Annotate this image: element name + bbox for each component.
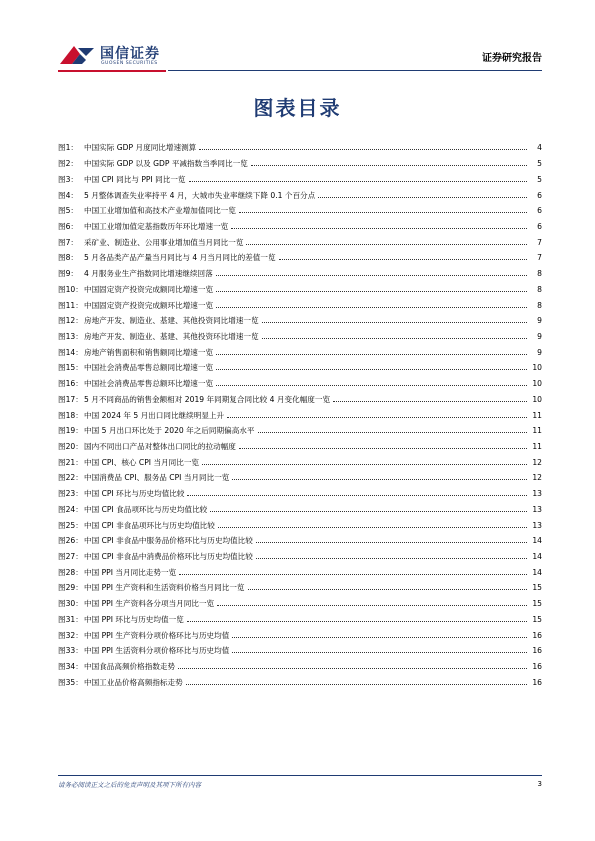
toc-entry-page: 9 xyxy=(537,347,542,357)
toc-entry-page: 11 xyxy=(532,410,542,420)
toc-entry-leader xyxy=(216,307,527,308)
toc-entry-page: 5 xyxy=(537,174,542,184)
header-divider-accent xyxy=(58,70,166,72)
page-number: 3 xyxy=(537,780,542,788)
toc-entry-page: 10 xyxy=(532,394,542,404)
toc-entry-number: 图18： xyxy=(58,410,83,420)
toc-entry-number: 图25： xyxy=(58,520,83,530)
toc-entry-title: 中国 CPI 非食品项环比与历史均值比较 xyxy=(84,520,215,530)
toc-entry-title: 中国 PPI 生产资料各分项当月同比一览 xyxy=(84,599,215,609)
toc-entry-title: 房地产开发、制造业、基建、其他投资环比增速一览 xyxy=(84,331,259,341)
toc-entry-leader xyxy=(216,385,527,386)
toc-entry-page: 7 xyxy=(537,237,542,247)
toc-entry-page: 6 xyxy=(537,206,542,216)
toc-entry-number: 图15： xyxy=(58,363,83,373)
toc-entry-number: 图34： xyxy=(58,662,83,672)
toc-entry-page: 16 xyxy=(532,677,542,687)
toc-entry-leader xyxy=(333,401,527,402)
toc-entry-leader xyxy=(232,479,527,480)
toc-entry-leader xyxy=(262,338,527,339)
toc-entry-number: 图30： xyxy=(58,599,83,609)
toc-entry-leader xyxy=(262,322,527,323)
toc-entry-title: 5 月各品类产品产量当月同比与 4 月当月同比的差值一览 xyxy=(84,253,276,263)
toc-entry-number: 图14： xyxy=(58,347,83,357)
toc-entry-number: 图19： xyxy=(58,426,83,436)
toc-entry[interactable] xyxy=(58,344,542,360)
toc-entry-title: 中国 5 月出口环比处于 2020 年之后同期偏高水平 xyxy=(84,426,255,436)
toc-entry-page: 7 xyxy=(537,253,542,263)
toc-entry-leader xyxy=(279,259,527,260)
toc-entry-number: 图11： xyxy=(58,300,83,310)
toc-entry-number: 图10： xyxy=(58,284,83,294)
toc-entry[interactable] xyxy=(58,392,542,408)
toc-entry-leader xyxy=(187,495,527,496)
toc-entry-title: 中国 PPI 当月同比走势一览 xyxy=(84,567,177,577)
toc-entry-title: 国内不同出口产品对整体出口同比的拉动幅度 xyxy=(84,442,236,452)
toc-entry-number: 图31： xyxy=(58,614,83,624)
toc-entry-title: 中国社会消费品零售总额同比增速一览 xyxy=(84,363,214,373)
report-type-label: 证券研究报告 xyxy=(482,53,542,64)
toc-entry-leader xyxy=(216,291,527,292)
header-divider-line xyxy=(168,70,542,71)
toc-entry[interactable] xyxy=(58,156,542,172)
toc-entry-title: 中国 2024 年 5 月出口同比继续明显上升 xyxy=(84,410,225,420)
toc-entry-page: 13 xyxy=(532,489,542,499)
toc-entry-number: 图7： xyxy=(58,237,79,247)
brand-name-cn: 国信证券 xyxy=(100,46,160,62)
toc-entry-leader xyxy=(210,511,527,512)
toc-entry-leader xyxy=(227,417,527,418)
toc-entry-title: 中国 PPI 环比与历史均值一览 xyxy=(84,614,184,624)
toc-entry[interactable] xyxy=(58,187,542,203)
toc-entry-title: 中国 CPI 同比与 PPI 同比一览 xyxy=(84,174,186,184)
toc-entry-title: 中国 PPI 生产资料和生活资料价格当月同比一览 xyxy=(84,583,245,593)
toc-entry-title: 房地产销售面积和销售额同比增速一览 xyxy=(84,347,214,357)
toc-entry[interactable] xyxy=(58,502,542,518)
header-divider xyxy=(58,70,542,72)
toc-entry-leader xyxy=(258,432,528,433)
toc-entry-number: 图16： xyxy=(58,379,83,389)
toc-entry-title: 中国 CPI 非食品中消费品价格环比与历史均值比较 xyxy=(84,552,253,562)
toc-entry[interactable] xyxy=(58,297,542,313)
toc-entry-title: 中国实际 GDP 以及 GDP 平减指数当季同比一览 xyxy=(84,159,248,169)
toc-entry-number: 图27： xyxy=(58,552,83,562)
toc-entry-leader xyxy=(216,275,527,276)
toc-entry-number: 图29： xyxy=(58,583,83,593)
guosen-logo-icon xyxy=(58,42,96,68)
toc-entry-page: 6 xyxy=(537,221,542,231)
toc-entry-title: 中国实际 GDP 月度同比增速测算 xyxy=(84,143,197,153)
toc-entry-page: 8 xyxy=(537,269,542,279)
toc-entry-number: 图28： xyxy=(58,567,83,577)
toc-entry-title: 中国固定资产投资完成额环比增速一览 xyxy=(84,300,214,310)
toc-entry-title: 中国固定资产投资完成额同比增速一览 xyxy=(84,284,214,294)
toc-entry[interactable] xyxy=(58,517,542,533)
toc-entry-number: 图35： xyxy=(58,677,83,687)
toc-entry-page: 10 xyxy=(532,379,542,389)
toc-entry-leader xyxy=(179,574,527,575)
toc-entry-number: 图3： xyxy=(58,174,79,184)
brand-name-en: GUOSEN SECURITIES xyxy=(101,61,158,66)
toc-entry[interactable] xyxy=(58,329,542,345)
toc-entry-number: 图9： xyxy=(58,269,79,279)
toc-entry-title: 采矿业、制造业、公用事业增加值当月同比一览 xyxy=(84,237,244,247)
toc-entry[interactable] xyxy=(58,674,542,690)
toc-entry-leader xyxy=(256,558,527,559)
toc-entry-leader xyxy=(256,542,527,543)
toc-entry-page: 9 xyxy=(537,316,542,326)
toc-entry-number: 图8： xyxy=(58,253,79,263)
toc-entry-page: 4 xyxy=(537,143,542,153)
toc-entry-title: 4 月服务业生产指数同比增速继续回落 xyxy=(84,269,213,279)
toc-entry-page: 6 xyxy=(537,190,542,200)
toc-entry-page: 10 xyxy=(532,363,542,373)
toc-entry-number: 图17： xyxy=(58,394,83,404)
toc-entry[interactable] xyxy=(58,171,542,187)
toc-entry-page: 16 xyxy=(532,662,542,672)
toc-entry-leader xyxy=(239,448,527,449)
toc-entry-page: 14 xyxy=(532,552,542,562)
toc-entry-leader xyxy=(232,637,527,638)
toc-entry[interactable] xyxy=(58,423,542,439)
toc-entry-leader xyxy=(217,605,527,606)
toc-list xyxy=(58,140,542,690)
toc-entry-leader xyxy=(178,668,527,669)
toc-entry-number: 图22： xyxy=(58,473,83,483)
toc-entry-number: 图32： xyxy=(58,630,83,640)
toc-entry-page: 14 xyxy=(532,567,542,577)
toc-entry-page: 15 xyxy=(532,583,542,593)
toc-entry-page: 8 xyxy=(537,284,542,294)
toc-entry-number: 图13： xyxy=(58,331,83,341)
toc-entry-leader xyxy=(216,354,527,355)
toc-entry[interactable] xyxy=(58,234,542,250)
toc-entry-number: 图1： xyxy=(58,143,79,153)
toc-entry[interactable] xyxy=(58,313,542,329)
toc-entry-page: 9 xyxy=(537,331,542,341)
toc-entry[interactable] xyxy=(58,643,542,659)
toc-entry[interactable] xyxy=(58,470,542,486)
toc-entry[interactable] xyxy=(58,454,542,470)
toc-entry-leader xyxy=(318,197,527,198)
toc-entry[interactable] xyxy=(58,250,542,266)
toc-entry-title: 中国工业增加值和高技术产业增加值同比一览 xyxy=(84,206,236,216)
toc-entry-leader xyxy=(246,244,527,245)
toc-entry-title: 中国社会消费品零售总额环比增速一览 xyxy=(84,379,214,389)
toc-entry-title: 中国 PPI 生活资料分项价格环比与历史均值 xyxy=(84,646,230,656)
footer-disclaimer: 请务必阅读正文之后的免责声明及其项下所有内容 xyxy=(58,781,201,789)
toc-entry-number: 图26： xyxy=(58,536,83,546)
toc-entry[interactable] xyxy=(58,549,542,565)
toc-entry-title: 中国 CPI 非食品中服务品价格环比与历史均值比较 xyxy=(84,536,253,546)
toc-entry-leader xyxy=(251,165,527,166)
toc-entry-title: 中国工业品价格高频指标走势 xyxy=(84,677,183,687)
toc-entry[interactable] xyxy=(58,580,542,596)
page-header xyxy=(58,40,542,74)
toc-entry-leader xyxy=(199,149,527,150)
toc-entry-number: 图23： xyxy=(58,489,83,499)
toc-entry-page: 13 xyxy=(532,504,542,514)
toc-entry-leader xyxy=(231,228,527,229)
toc-entry[interactable] xyxy=(58,281,542,297)
toc-entry-leader xyxy=(218,527,527,528)
toc-entry[interactable] xyxy=(58,203,542,219)
toc-entry-leader xyxy=(187,621,527,622)
toc-entry[interactable] xyxy=(58,439,542,455)
toc-entry-page: 14 xyxy=(532,536,542,546)
toc-entry-leader xyxy=(189,181,527,182)
toc-entry-page: 11 xyxy=(532,426,542,436)
toc-entry-leader xyxy=(216,369,527,370)
toc-entry-number: 图33： xyxy=(58,646,83,656)
toc-entry[interactable] xyxy=(58,564,542,580)
footer-divider xyxy=(58,775,542,776)
toc-entry-title: 中国 PPI 生产资料分项价格环比与历史均值 xyxy=(84,630,230,640)
toc-entry-title: 中国消费品 CPI、服务品 CPI 当月同比一览 xyxy=(84,473,230,483)
guosen-logo xyxy=(58,40,188,70)
toc-entry-leader xyxy=(202,464,527,465)
toc-entry-leader xyxy=(248,589,527,590)
toc-entry-title: 5 月不同商品的销售金额相对 2019 年同期复合同比较 4 月变化幅度一览 xyxy=(84,394,331,404)
toc-entry-title: 5 月整体调查失业率持平 4 月，大城市失业率继续下降 0.1 个百分点 xyxy=(84,190,316,200)
toc-entry-number: 图20： xyxy=(58,442,83,452)
toc-entry-number: 图6： xyxy=(58,221,79,231)
toc-entry-page: 8 xyxy=(537,300,542,310)
toc-entry-page: 11 xyxy=(532,442,542,452)
toc-entry[interactable] xyxy=(58,596,542,612)
toc-entry-title: 中国工业增加值定基指数历年环比增速一览 xyxy=(84,221,229,231)
toc-entry-number: 图12： xyxy=(58,316,83,326)
toc-entry-number: 图4： xyxy=(58,190,79,200)
toc-entry[interactable] xyxy=(58,627,542,643)
toc-entry-number: 图21： xyxy=(58,457,83,467)
toc-entry-title: 房地产开发、制造业、基建、其他投资同比增速一览 xyxy=(84,316,259,326)
toc-entry[interactable] xyxy=(58,140,542,156)
toc-entry[interactable] xyxy=(58,360,542,376)
toc-entry-number: 图5： xyxy=(58,206,79,216)
toc-entry-number: 图24： xyxy=(58,504,83,514)
toc-entry-leader xyxy=(186,684,527,685)
toc-entry-page: 16 xyxy=(532,646,542,656)
toc-entry-page: 13 xyxy=(532,520,542,530)
toc-entry[interactable] xyxy=(58,266,542,282)
toc-entry-number: 图2： xyxy=(58,159,79,169)
toc-entry[interactable] xyxy=(58,533,542,549)
toc-entry-title: 中国 CPI、核心 CPI 当月同比一览 xyxy=(84,457,200,467)
toc-entry[interactable] xyxy=(58,407,542,423)
toc-entry-page: 15 xyxy=(532,599,542,609)
toc-entry-title: 中国食品高频价格指数走势 xyxy=(84,662,176,672)
toc-entry-title: 中国 CPI 食品项环比与历史均值比较 xyxy=(84,504,208,514)
toc-entry-title: 中国 CPI 环比与历史均值比较 xyxy=(84,489,185,499)
toc-entry[interactable] xyxy=(58,612,542,628)
toc-entry-leader xyxy=(239,212,527,213)
toc-entry-page: 15 xyxy=(532,614,542,624)
toc-entry[interactable] xyxy=(58,219,542,235)
toc-entry[interactable] xyxy=(58,659,542,675)
toc-entry-page: 12 xyxy=(532,457,542,467)
toc-entry-page: 12 xyxy=(532,473,542,483)
toc-entry-page: 5 xyxy=(537,159,542,169)
toc-entry[interactable] xyxy=(58,376,542,392)
toc-title: 图表目录 xyxy=(253,96,342,120)
toc-entry-page: 16 xyxy=(532,630,542,640)
toc-entry-leader xyxy=(232,652,527,653)
toc-entry[interactable] xyxy=(58,486,542,502)
